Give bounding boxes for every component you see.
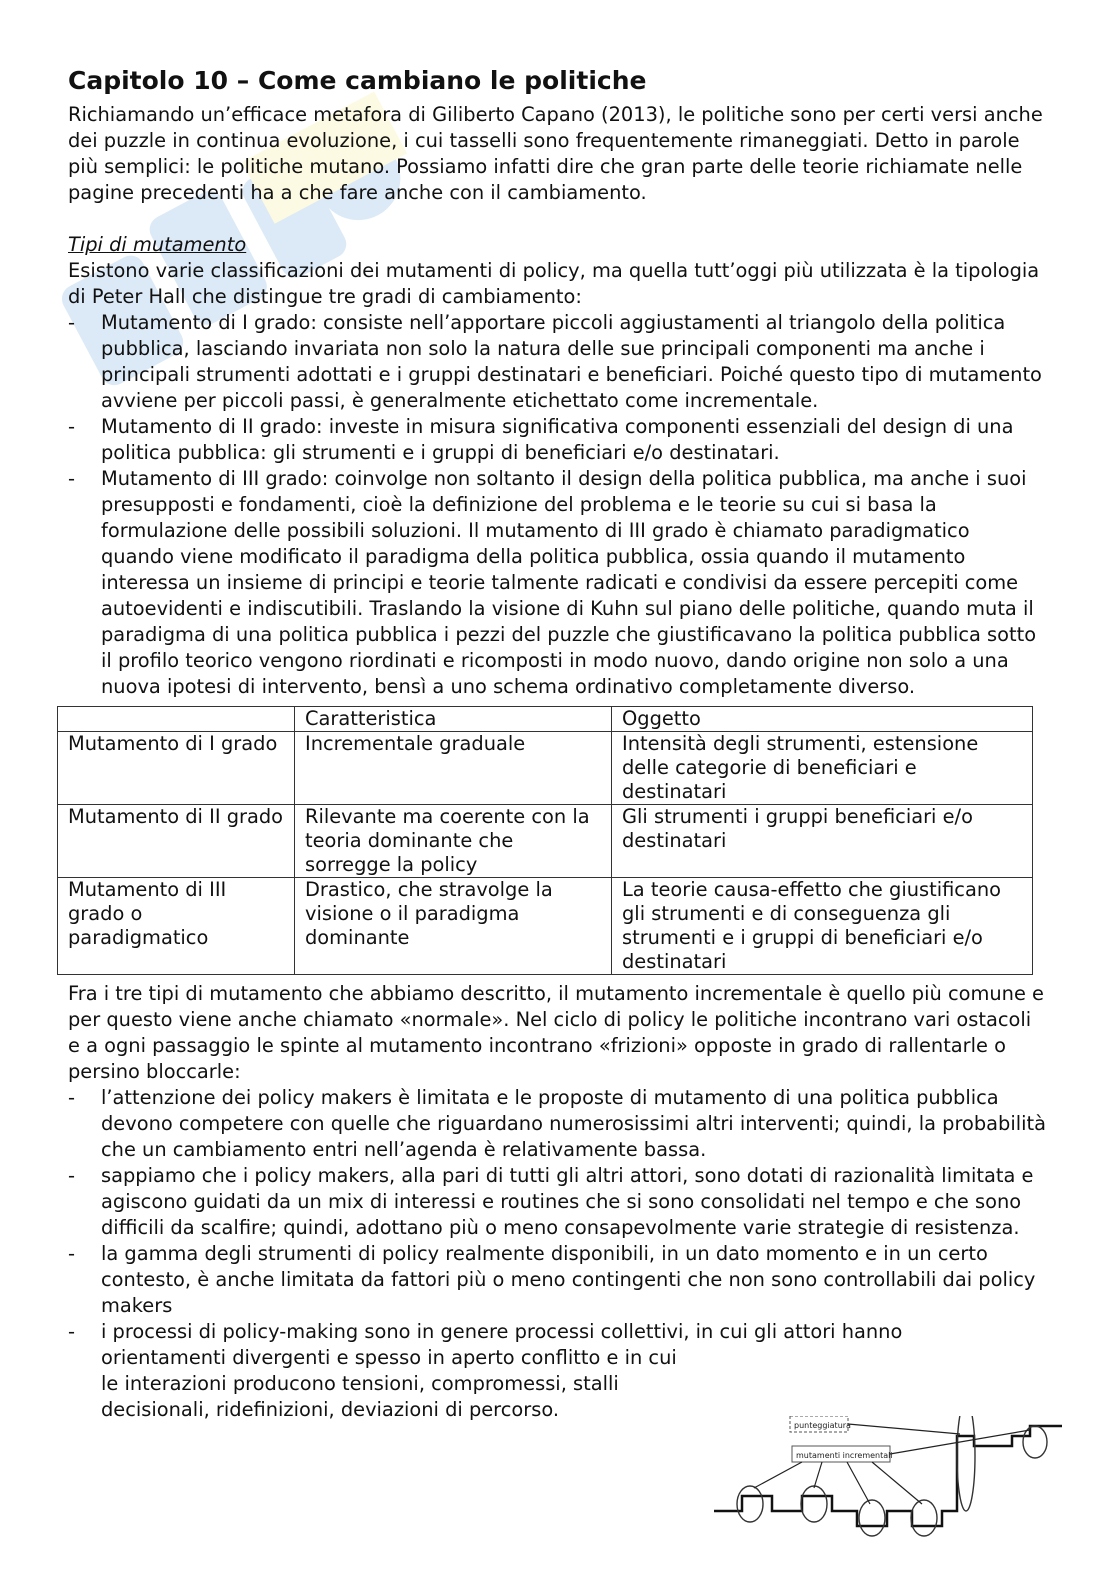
page-title: Capitolo 10 – Come cambiano le politiche (68, 66, 647, 95)
table-cell: Drastico, che stravolge la visione o il paradigma dominante (295, 878, 612, 975)
label-punctuation: punteggiatura (794, 1421, 851, 1430)
after-table-paragraph: Fra i tre tipi di mutamento che abbiamo descritto, il mutamento incrementale è quello più comune e per questo viene anche chiamato «normale». Nel ciclo di policy le politiche incontrano vari ostacoli e a ogni passaggio le spinte al mutamento incontrano «frizioni» opposte in grado di rallentarle o persino bloccarle: (68, 982, 1044, 1083)
table-row (58, 732, 1033, 805)
table-cell: Mutamento di III grado o paradigmatico (58, 878, 295, 975)
table-cell: Mutamento di I grado (58, 732, 295, 805)
table-cell: Mutamento di II grado (58, 805, 295, 878)
frictions-list (68, 1085, 1048, 1423)
table-header-cell: Caratteristica (295, 707, 612, 732)
punctuation-diagram (712, 1416, 1064, 1566)
label-incremental: mutamenti incrementali (796, 1451, 893, 1460)
punctuation-circle (801, 1486, 827, 1522)
list-item (68, 1319, 1048, 1423)
list-item: - l’attenzione dei policy makers è limitata e le proposte di mutamento di una politica pubblica devono competere con quelle che riguardano numerosissimi altri interventi; quindi, la probabilità che un cambiamento entri nell’agenda è relativamente bassa. (68, 1085, 1048, 1163)
grades-list (68, 310, 1048, 700)
mutation-table (57, 706, 1033, 975)
list-item: - Mutamento di I grado: consiste nell’apportare piccoli aggiustamenti al triangolo della politica pubblica, lasciando invariata non solo la natura delle sue principali componenti ma anche i principali strumenti adottati e i gruppi destinatari e beneficiari. Poiché questo tipo di mutamento avviene per piccoli passi, è generalmente etichettato come incrementale. (68, 310, 1048, 414)
punctuation-circle (911, 1500, 937, 1536)
section-heading: Tipi di mutamento (68, 233, 247, 256)
punctuation-circle (859, 1500, 885, 1536)
list-item: - sappiamo che i policy makers, alla pari di tutti gli altri attori, sono dotati di razionalità limitata e agiscono guidati da un mix di interessi e routines che si sono consolidati nel tempo e che sono difficili da scalfire; quindi, adottano più o meno consapevolmente varie strategie di resistenza. (68, 1163, 1048, 1241)
table-cell: Rilevante ma coerente con la teoria dominante che sorregge la policy (295, 805, 612, 878)
table-header-row (58, 707, 1033, 732)
table-row (58, 878, 1033, 975)
table-header-cell (58, 707, 295, 732)
list-item: - Mutamento di II grado: investe in misura significativa componenti essenziali del design di una politica pubblica: gli strumenti e i gruppi di beneficiari e/o destinatari. (68, 414, 1048, 466)
document-page (68, 66, 1048, 1423)
last-item-first-line: i processi di policy-making sono in genere processi collettivi, in cui gli attori hanno (101, 1320, 903, 1343)
table-header-cell: Oggetto (612, 707, 1033, 732)
list-item: - Mutamento di III grado: coinvolge non soltanto il design della politica pubblica, ma anche i suoi presupposti e fondamenti, cioè la definizione del problema e le teorie su cui si basa la formulazione delle possibili soluzioni. Il mutamento di III grado è chiamato paradigmatico quando viene modificato il paradigma della politica pubblica, ossia quando il mutamento interessa un insieme di principi e teorie talmente radicati e condivisi da essere percepiti come autoevidenti e indiscutibili. Traslando la visione di Kuhn sul piano delle politiche, quando muta il paradigma di una politica pubblica i pezzi del puzzle che giustificavano la politica pubblica sotto il profilo teorico vengono riordinati e ricomposti in modo nuovo, dando origine non solo a una nuova ipotesi di intervento, bensì a uno schema ordinativo completamente diverso. (68, 466, 1048, 700)
last-item-rest: orientamenti divergenti e spesso in aperto conflitto e in cui le interazioni producono tensioni, compromessi, stalli decisionali, ridefinizioni, deviazioni di percorso. (101, 1346, 677, 1421)
table-cell: Incrementale graduale (295, 732, 612, 805)
table-cell: Intensità degli strumenti, estensione delle categorie di beneficiari e destinatari (612, 732, 1033, 805)
punctuation-circle (957, 1416, 975, 1511)
section-intro: Esistono varie classificazioni dei mutamenti di policy, ma quella tutt’oggi più utilizzata è la tipologia di Peter Hall che distingue tre gradi di cambiamento: (68, 259, 1040, 308)
table-row (58, 805, 1033, 878)
intro-paragraph: Richiamando un’efficace metafora di Giliberto Capano (2013), le politiche sono per certi versi anche dei puzzle in continua evoluzione, i cui tasselli sono frequentemente rimaneggiati. Detto in parole più semplici: le politiche mutano. Possiamo infatti dire che gran parte delle teorie richiamate nelle pagine precedenti ha a che fare anche con il cambiamento. (68, 103, 1043, 204)
table-cell: Gli strumenti i gruppi beneficiari e/o destinatari (612, 805, 1033, 878)
list-item: - la gamma degli strumenti di policy realmente disponibili, in un dato momento e in un certo contesto, è anche limitata da fattori più o meno contingenti che non sono controllabili dai policy makers (68, 1241, 1048, 1319)
table-cell: La teorie causa-effetto che giustificano gli strumenti e di conseguenza gli strumenti e i gruppi di beneficiari e/o destinatari (612, 878, 1033, 975)
